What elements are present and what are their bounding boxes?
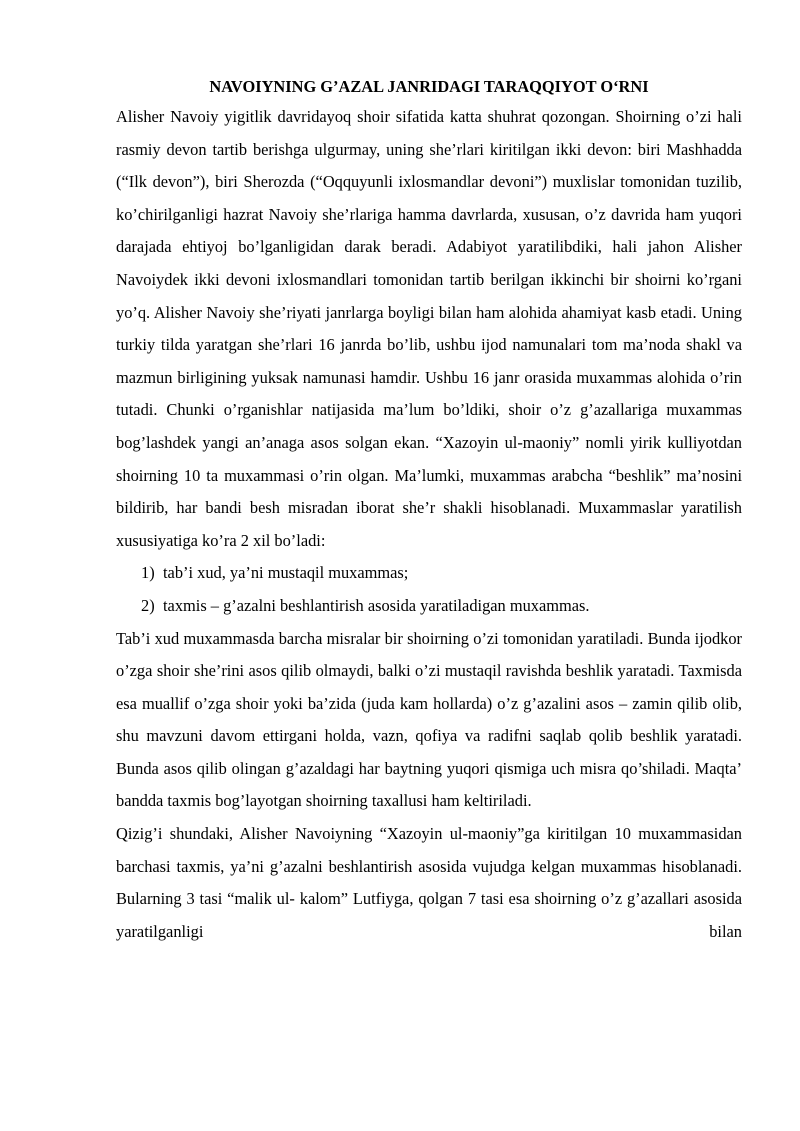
muxammas-types-list (116, 557, 742, 622)
paragraph-intro: Alisher Navoiy yigitlik davridayoq shoir sifatida katta shuhrat qozongan. Shoirning o’zi hali rasmiy devon tartib berishga ulgurmay, uning she’rlari kiritilgan ikki devon: biri Mashhadda (“Ilk devon”), biri Sherozda (“Oqquyunli ixlosmandlar devoni”) muxlislar tomonidan tuzilib, ko’chirilganligi hazrat Navoiy she’rlariga hamma davrlarda, xususan, o’z davrida ham yuqori darajada ehtiyoj bo’lganligidan darak beradi. Adabiyot yaratilibdiki, hali jahon Alisher Navoiydek ikki devoni ixlosmandlari tomonidan tartib berilgan ikkinchi bir shoirni ko’rgani yo’q. Alisher Navoiy she’riyati janrlarga boyligi bilan ham alohida ahamiyat kasb etadi. Uning turkiy tilda yaratgan she’rlari 16 janrda bo’lib, ushbu ijod namunalari tom ma’noda shakl va mazmun birligining yuksak namunasi hamdir. Ushbu 16 janr orasida muxammas alohida o’rin tutadi. Chunki o’rganishlar natijasida ma’lum bo’ldiki, shoir o’z g’azallariga muxammas bog’lashdek yangi an’anaga asos solgan ekan. “Xazoyin ul-maoniy” nomli yirik kulliyotdan shoirning 10 ta muxammasi o’rin olgan. Ma’lumki, muxammas arabcha “beshlik” ma’nosini bildirib, har bandi besh misradan iborat she’r shakli hisoblanadi. Muxammaslar yaratilish xususiyatiga ko’ra 2 xil bo’ladi: (116, 107, 742, 550)
paragraph-tabi-xud: Tab’i xud muxammasda barcha misralar bir shoirning o’zi tomonidan yaratiladi. Bunda ijodkor o’zga shoir she’rini asos qilib olmaydi, balki o’zi mustaqil ravishda beshlik yaratadi. Taxmisda esa muallif o’zga shoir yoki ba’zida (juda kam hollarda) o’z g’azalini asos – zamin qilib olib, shu mavzuni davom ettirgani holda, vazn, qofiya va radifni saqlab qolib beshlik yaratadi. Bunda asos qilib olingan g’azaldagi har baytning yuqori qismiga uch misra qo’shiladi. Maqta’ bandda taxmis bog’layotgan shoirning taxallusi ham keltiriladi. (116, 628, 742, 811)
document-page (116, 73, 742, 948)
list-item-number: 2) (141, 595, 155, 615)
list-item-text: taxmis – g’azalni beshlantirish asosida yaratiladigan muxammas. (163, 595, 590, 615)
paragraph-conclusion: Qizig’i shundaki, Alisher Navoiyning “Xazoyin ul-maoniy”ga kiritilgan 10 muxammasidan barchasi taxmis, ya’ni g’azalni beshlantirish asosida vujudga kelgan muxammas hisoblanadi. Bularning 3 tasi “malik ul- kalom” Lutfiyga, qolgan 7 tasi esa shoirning o’z g’azallari asosida yaratilganligi bilan (116, 824, 742, 941)
list-item-text: tab’i xud, ya’ni mustaqil muxammas; (163, 563, 409, 583)
list-item-number: 1) (141, 563, 155, 583)
document-title: NAVOIYNING G’AZAL JANRIDAGI TARAQQIYOT O‘RNI (209, 77, 649, 96)
list-item (116, 590, 742, 623)
list-item (116, 557, 742, 590)
